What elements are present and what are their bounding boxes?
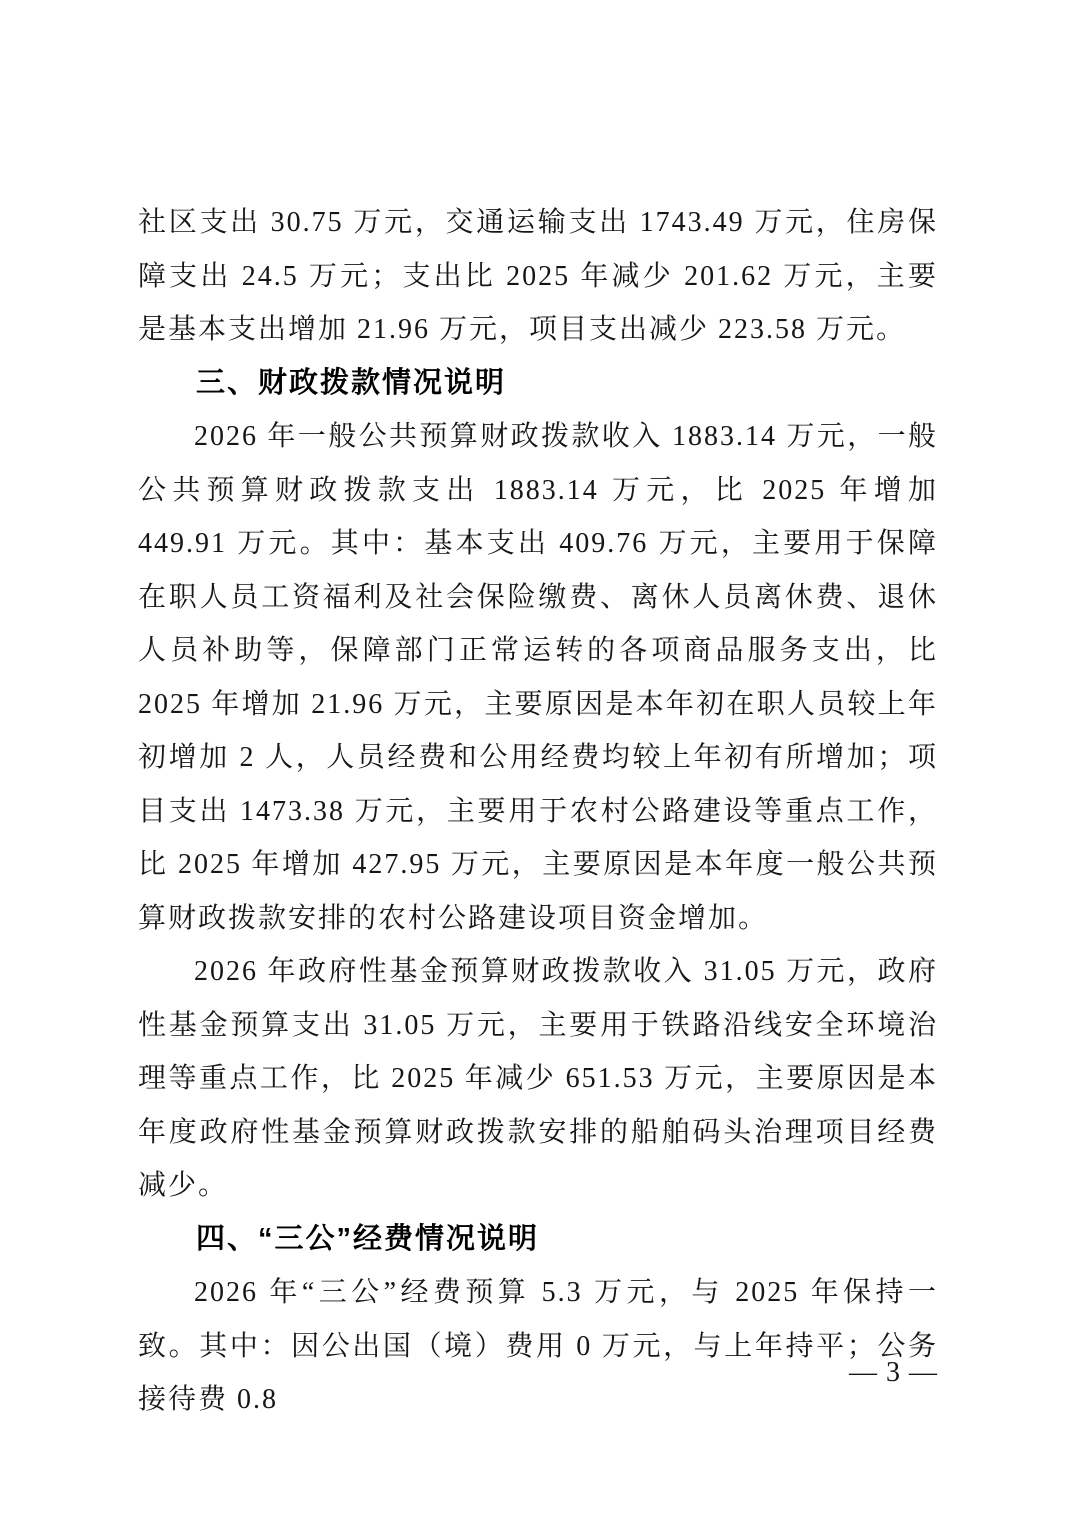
page-number: — 3 —: [849, 1357, 938, 1388]
paragraph-government-fund-budget: 2026 年政府性基金预算财政拨款收入 31.05 万元，政府性基金预算支出 31.05 万元，主要用于铁路沿线安全环境治理等重点工作，比 2025 年减少 651.53 万元，主要原因是本年度政府性基金预算财政拨款安排的船舶码头治理项目经费减少。: [138, 956, 938, 1201]
section-heading-three-public-expenses: 四、“三公”经费情况说明: [196, 1222, 540, 1255]
document-body: [138, 196, 938, 1427]
paragraph-expenditure-overflow: 社区支出 30.75 万元，交通运输支出 1743.49 万元，住房保障支出 24.5 万元；支出比 2025 年减少 201.62 万元，主要是基本支出增加 21.96 万元，项目支出减少 223.58 万元。: [138, 207, 938, 345]
paragraph-three-public-expenses: 2026 年“三公”经费预算 5.3 万元，与 2025 年保持一致。其中：因公出国（境）费用 0 万元，与上年持平；公务接待费 0.8: [138, 1277, 938, 1415]
paragraph-general-public-budget: 2026 年一般公共预算财政拨款收入 1883.14 万元，一般公共预算财政拨款支出 1883.14 万元，比 2025 年增加 449.91 万元。其中：基本支出 409.76 万元，主要用于保障在职人员工资福利及社会保险缴费、离休人员离休费、退休人员补助等，保障部门正常运转的各项商品服务支出，比 2025 年增加 21.96 万元，主要原因是本年初在职人员较上年初增加 2 人，人员经费和公用经费均较上年初有所增加；项目支出 1473.38 万元，主要用于农村公路建设等重点工作，比 2025 年增加 427.95 万元，主要原因是本年度一般公共预算财政拨款安排的农村公路建设项目资金增加。: [138, 421, 938, 934]
section-heading-fiscal-appropriation: 三、财政拨款情况说明: [196, 366, 507, 399]
